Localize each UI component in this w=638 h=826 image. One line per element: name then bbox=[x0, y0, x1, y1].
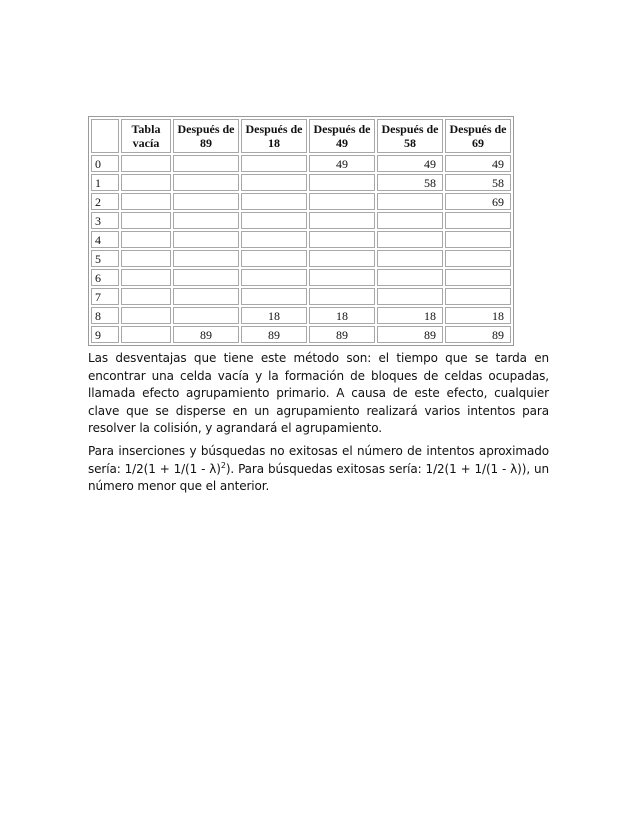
table-cell bbox=[445, 288, 511, 305]
table-cell bbox=[121, 193, 171, 210]
table-cell bbox=[241, 250, 307, 267]
table-cell bbox=[173, 269, 239, 286]
row-index-cell: 8 bbox=[91, 307, 119, 324]
table-cell bbox=[309, 231, 375, 248]
column-header bbox=[91, 119, 119, 153]
table-cell: 89 bbox=[445, 326, 511, 343]
row-index-cell: 1 bbox=[91, 174, 119, 191]
table-cell bbox=[309, 269, 375, 286]
table-header-row bbox=[91, 119, 511, 153]
table-cell bbox=[377, 193, 443, 210]
table-cell bbox=[121, 326, 171, 343]
table-cell bbox=[445, 250, 511, 267]
table-cell: 89 bbox=[377, 326, 443, 343]
column-header: Después de 18 bbox=[241, 119, 307, 153]
table-cell: 49 bbox=[445, 155, 511, 172]
table-cell bbox=[445, 269, 511, 286]
paragraph-disadvantages: Las desventajas que tiene este método son: el tiempo que se tarda en encontrar una celda vacía y la formación de bloques de celdas ocupadas, llamada efecto agrupamiento primario. A causa de este efecto, cualquier clave que se disperse en un agrupamiento realizará varios intentos para resolver la colisión, y agrandará el agrupamiento. bbox=[88, 351, 549, 435]
table-cell: 18 bbox=[445, 307, 511, 324]
table-cell: 89 bbox=[173, 326, 239, 343]
table-body bbox=[91, 155, 511, 343]
table-cell bbox=[173, 250, 239, 267]
table-cell bbox=[173, 212, 239, 229]
table-cell bbox=[377, 288, 443, 305]
row-index-cell: 7 bbox=[91, 288, 119, 305]
table-row bbox=[91, 193, 511, 210]
table-cell bbox=[121, 231, 171, 248]
table-cell bbox=[173, 193, 239, 210]
table-cell bbox=[121, 212, 171, 229]
table-cell bbox=[173, 155, 239, 172]
row-index-cell: 9 bbox=[91, 326, 119, 343]
table-cell: 58 bbox=[377, 174, 443, 191]
table-cell bbox=[377, 250, 443, 267]
paragraph-attempts-part2: ). Para búsquedas exitosas sería: 1/2(1 + 1/(1 - λ)), un número menor que el anterior. bbox=[88, 461, 549, 493]
row-index-cell: 4 bbox=[91, 231, 119, 248]
row-index-cell: 3 bbox=[91, 212, 119, 229]
row-index-cell: 0 bbox=[91, 155, 119, 172]
table-cell: 69 bbox=[445, 193, 511, 210]
row-index-cell: 6 bbox=[91, 269, 119, 286]
row-index-cell: 5 bbox=[91, 250, 119, 267]
table-cell bbox=[241, 155, 307, 172]
table-row bbox=[91, 212, 511, 229]
column-header: Después de 49 bbox=[309, 119, 375, 153]
table-row bbox=[91, 307, 511, 324]
table-cell bbox=[445, 231, 511, 248]
table-cell bbox=[121, 269, 171, 286]
table-row bbox=[91, 231, 511, 248]
table-cell bbox=[121, 307, 171, 324]
table-row bbox=[91, 155, 511, 172]
table-cell bbox=[173, 288, 239, 305]
row-index-cell: 2 bbox=[91, 193, 119, 210]
table-cell bbox=[173, 231, 239, 248]
table-cell: 18 bbox=[377, 307, 443, 324]
table-cell bbox=[121, 250, 171, 267]
column-header: Después de 69 bbox=[445, 119, 511, 153]
table-cell bbox=[377, 212, 443, 229]
table-row bbox=[91, 250, 511, 267]
table-cell: 89 bbox=[309, 326, 375, 343]
table-row bbox=[91, 326, 511, 343]
table-cell bbox=[121, 155, 171, 172]
table-cell bbox=[173, 174, 239, 191]
table-cell bbox=[121, 288, 171, 305]
table-cell bbox=[173, 307, 239, 324]
table-cell bbox=[241, 269, 307, 286]
hash-table bbox=[88, 116, 514, 346]
table-cell bbox=[445, 212, 511, 229]
table-cell: 58 bbox=[445, 174, 511, 191]
table-cell bbox=[309, 288, 375, 305]
table-cell bbox=[241, 174, 307, 191]
column-header: Después de 58 bbox=[377, 119, 443, 153]
table-row bbox=[91, 288, 511, 305]
table-cell: 89 bbox=[241, 326, 307, 343]
table-row bbox=[91, 269, 511, 286]
exponent: 2 bbox=[220, 460, 226, 470]
table-cell bbox=[309, 250, 375, 267]
table-cell bbox=[241, 212, 307, 229]
table-cell bbox=[309, 193, 375, 210]
table-cell bbox=[241, 193, 307, 210]
table-cell bbox=[377, 231, 443, 248]
table-cell: 49 bbox=[309, 155, 375, 172]
paragraph-attempts-part1: Para inserciones y búsquedas no exitosas el número de intentos aproximado sería: 1/2(1 + 1/(1 - λ) bbox=[88, 444, 549, 476]
column-header: Tabla vacía bbox=[121, 119, 171, 153]
table-cell bbox=[121, 174, 171, 191]
table-cell bbox=[309, 212, 375, 229]
table-cell bbox=[241, 288, 307, 305]
column-header: Después de 89 bbox=[173, 119, 239, 153]
table-cell bbox=[309, 174, 375, 191]
table-row bbox=[91, 174, 511, 191]
table-cell: 18 bbox=[241, 307, 307, 324]
table-cell bbox=[241, 231, 307, 248]
table-cell: 49 bbox=[377, 155, 443, 172]
paragraph-attempts bbox=[88, 443, 549, 496]
table-cell bbox=[377, 269, 443, 286]
table-cell: 18 bbox=[309, 307, 375, 324]
